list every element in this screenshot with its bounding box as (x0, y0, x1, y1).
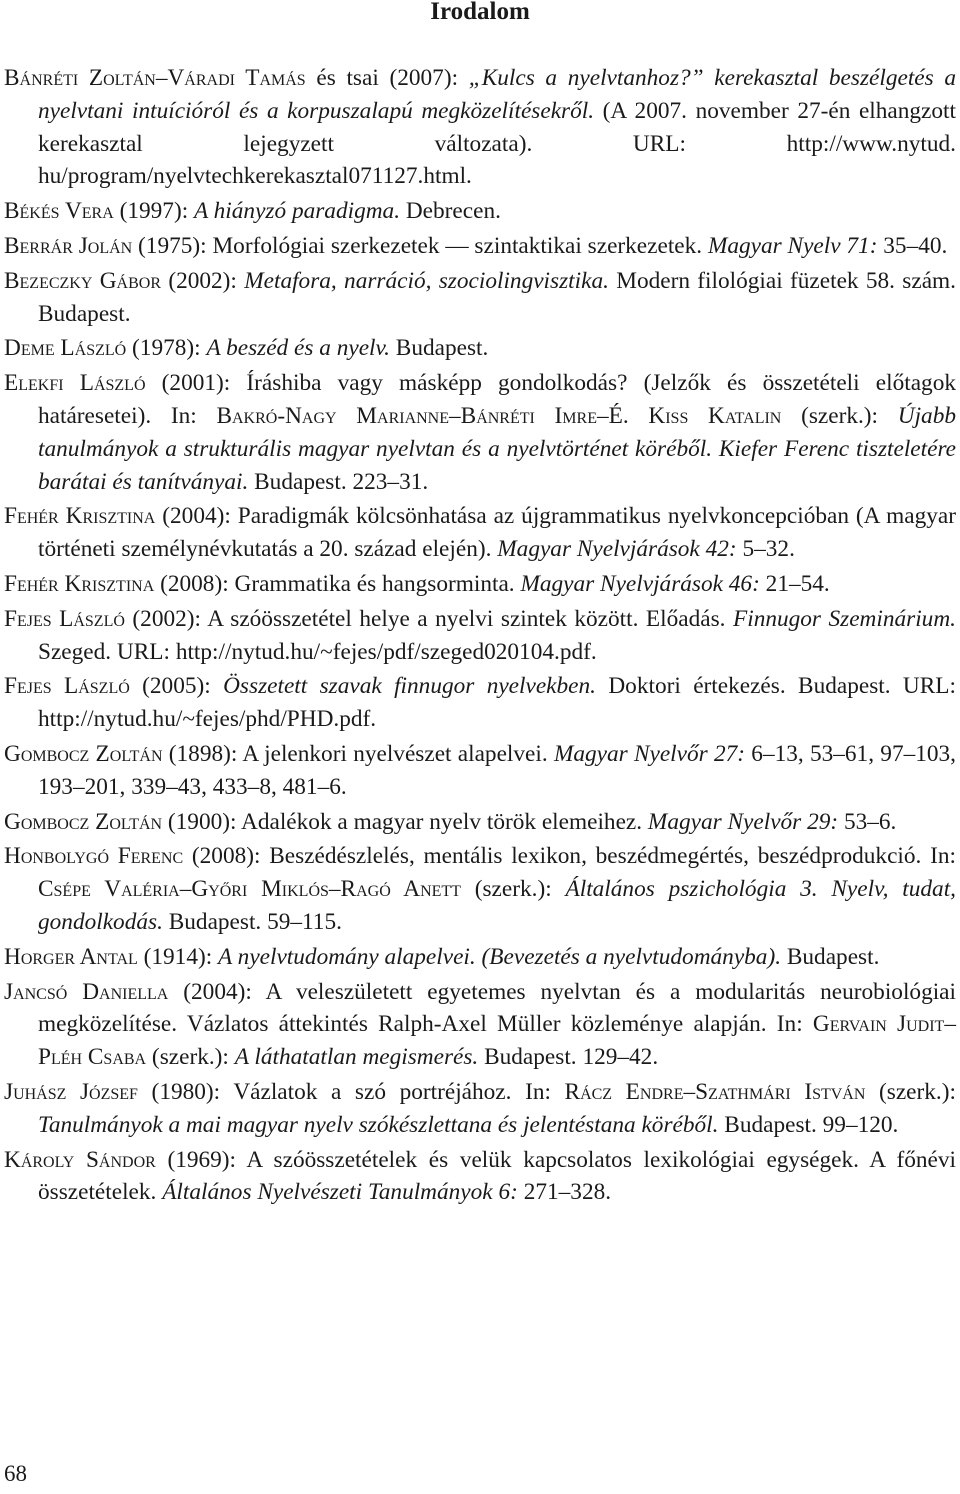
work-title: Magyar Nyelvőr 29: (647, 808, 839, 835)
author-name: Fejes László (4, 605, 125, 632)
reference-text: (szerk.): (781, 402, 898, 429)
reference-text: (2005): (129, 673, 224, 700)
reference-text: 5–32. (736, 536, 795, 563)
reference-entry (4, 230, 956, 263)
reference-text: 271–328. (517, 1179, 612, 1206)
reference-entry (4, 195, 956, 228)
reference-text: (1900): Adalékok a magyar nyelv török elemeihez. (162, 808, 648, 835)
reference-entry (4, 840, 956, 938)
work-title: A beszéd és a nyelv. (206, 335, 390, 362)
work-title: Magyar Nyelvjárások 42: (497, 536, 737, 563)
reference-text: (1980): Vázlatok a szó portréjához. In: (137, 1078, 565, 1105)
work-title: Általános Nyelvészeti Tanulmányok 6: (162, 1179, 518, 1206)
reference-list (4, 62, 956, 1211)
reference-entry (4, 941, 956, 974)
author-name: Berrár Jolán (4, 232, 133, 259)
work-title: Újabb tanulmányok a strukturális magyar nyelvtan és a nyelvtörténet köréből. Kiefer Ferenc tiszteletére barátai és tanítványai. (38, 402, 956, 495)
reference-text: (2002): A szóösszetétel helye a nyelvi szintek között. Előadás. (124, 605, 733, 632)
reference-text: (szerk.): (460, 876, 566, 903)
reference-text: Budapest. 99–120. (718, 1111, 899, 1138)
reference-text: 21–54. (759, 570, 830, 597)
author-name: Bezeczky Gábor (4, 267, 162, 294)
reference-entry (4, 1144, 956, 1210)
author-name: Bakró-Nagy Marianne–Bánréti Imre–É. Kiss Katalin (216, 402, 782, 429)
reference-text: Budapest. (781, 943, 880, 970)
reference-text: 53–6. (838, 808, 897, 835)
reference-text: (1978): (126, 335, 207, 362)
author-name: Juhász József (4, 1078, 138, 1105)
author-name: Deme László (4, 335, 127, 362)
page-number: 68 (4, 1461, 27, 1486)
reference-entry (4, 976, 956, 1074)
work-title: Tanulmányok a mai magyar nyelv szókészlettana és jelentéstana köréből. (38, 1111, 719, 1138)
reference-text: (szerk.): (865, 1078, 956, 1105)
work-title: „Kulcs a nyelvtanhoz?” kerekasztal beszélgetés a nyelvtani intuícióról és a korpuszalapú megközelítésekről. (38, 65, 957, 124)
reference-text: Budapest. 59–115. (162, 908, 342, 935)
reference-text: Budapest. 223–31. (248, 468, 429, 495)
author-name: Horger Antal (4, 943, 138, 970)
reference-text: (2008): Beszédészlelés, mentális lexikon, beszédmegértés, beszédprodukció. In: (183, 843, 956, 870)
author-name: Gombocz Zoltán (4, 808, 163, 835)
reference-entry (4, 670, 956, 736)
page-title: Irodalom (430, 0, 530, 25)
reference-text: Debrecen. (400, 198, 501, 225)
reference-entry (4, 500, 956, 566)
reference-entry (4, 62, 956, 193)
reference-entry (4, 1076, 956, 1142)
author-name: Elekfi László (4, 370, 146, 397)
reference-text: (2002): (161, 267, 245, 294)
reference-entry (4, 332, 956, 365)
reference-text: (2008): Grammatika és hangsorminta. (154, 570, 521, 597)
reference-text: (1975): Morfológiai szerkezetek — szintaktikai szerkezetek. (132, 232, 708, 259)
reference-text: (szerk.): (146, 1044, 235, 1071)
reference-text: (2004): Paradigmák kölcsönhatása az újgrammatikus nyelvkoncepcióban (A magyar történeti személynévkutatás a 20. század elején). (38, 503, 956, 563)
author-name: Jancsó Daniella (4, 978, 169, 1005)
reference-entry (4, 806, 956, 839)
author-name: Bánréti Zoltán–Váradi Tamás (4, 65, 306, 91)
author-name: Fehér Krisztina (4, 503, 156, 530)
reference-text: (1969): A szóösszetételek és velük kapcsolatos lexikológiai egységek. A főnévi összetételek. (38, 1146, 956, 1206)
reference-text: (A 2007. november 27-én elhangzott kerekasztal lejegyzett változata). URL: http://www.nytud. hu/program/nyelvtechkerekasztal071127.html. (38, 97, 956, 190)
reference-text: Budapest. 129–42. (478, 1044, 659, 1071)
reference-entry (4, 568, 956, 601)
author-name: Békés Vera (4, 198, 114, 225)
work-title: Magyar Nyelv 71: (707, 232, 878, 259)
reference-text: (1898): A jelenkori nyelvészet alapelvei. (162, 740, 554, 767)
reference-entry (4, 367, 956, 498)
reference-text: Szeged. URL: http://nytud.hu/~fejes/pdf/szeged020104.pdf. (38, 638, 597, 665)
work-title: Finnugor Szeminárium. (732, 605, 956, 632)
work-title: Magyar Nyelvjárások 46: (520, 570, 760, 597)
author-name: Fehér Krisztina (4, 570, 155, 597)
author-name: Gervain Judit–Pléh Csaba (38, 1011, 956, 1071)
work-title: Metafora, narráció, szociolingvisztika. (244, 267, 609, 294)
author-name: Gombocz Zoltán (4, 740, 163, 767)
reference-text: 6–13, 53–61, 97–103, 193–201, 339–43, 433–8, 481–6. (38, 740, 957, 800)
author-name: Rácz Endre–Szathmári István (564, 1078, 866, 1105)
reference-entry (4, 603, 956, 669)
reference-text: és tsai (2007): (305, 65, 469, 91)
reference-text: 35–40. (877, 232, 948, 259)
work-title: Magyar Nyelvőr 27: (553, 740, 746, 767)
author-name: Fejes László (4, 673, 130, 700)
work-title: A nyelvtudomány alapelvei. (Bevezetés a nyelvtudományba). (218, 943, 782, 970)
reference-entry (4, 738, 956, 804)
work-title: Általános pszichológia 3. Nyelv, tudat, gondolkodás. (38, 876, 956, 935)
author-name: Honbolygó Ferenc (4, 843, 184, 870)
author-name: Károly Sándor (4, 1146, 156, 1173)
reference-text: Doktori értekezés. Budapest. URL: http://nytud.hu/~fejes/phd/PHD.pdf. (38, 673, 956, 733)
reference-text: (2001): Íráshiba vagy másképp gondolkodás? (Jelzők és összetételi előtagok határesetei). In: (38, 370, 956, 429)
reference-text: Budapest. (389, 335, 489, 362)
reference-text: (1914): (137, 943, 219, 970)
reference-text: Modern filológiai füzetek 58. szám. Budapest. (38, 267, 956, 327)
work-title: A láthatatlan megismerés. (234, 1044, 479, 1071)
work-title: A hiányzó paradigma. (194, 198, 401, 225)
reference-text: (1997): (113, 198, 195, 225)
reference-text: (2004): A veleszületett egyetemes nyelvtan és a modularitás neurobiológiai megközelítése. Vázlatos áttekintés Ralph-Axel Müller közleménye alapján. In: (38, 978, 956, 1038)
author-name: Csépe Valéria–Győri Miklós–Ragó Anett (38, 876, 461, 903)
work-title: Összetett szavak finnugor nyelvekben. (223, 673, 596, 700)
reference-entry (4, 265, 956, 331)
